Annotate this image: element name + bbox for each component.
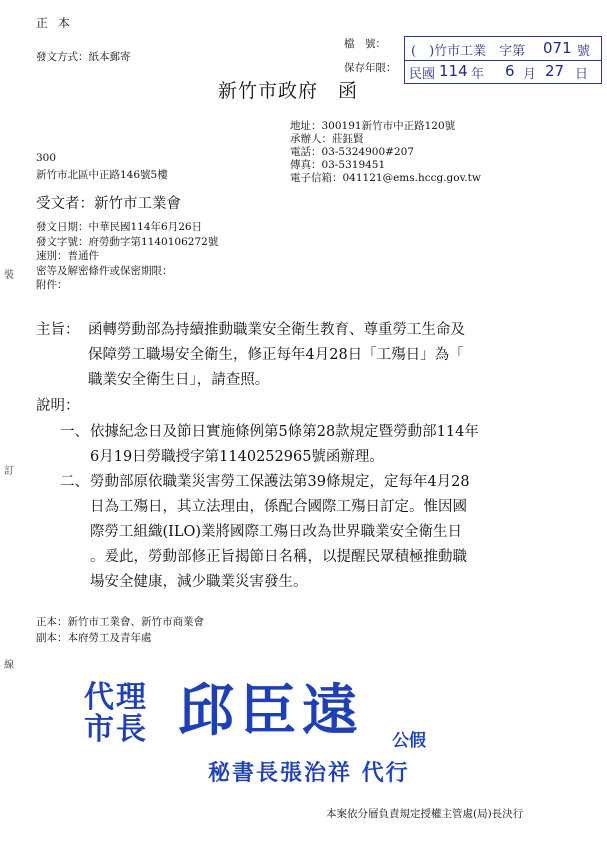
attachments: 附件： xyxy=(36,279,68,291)
explanation-item-number: 二、 xyxy=(60,474,89,490)
authorization-note: 本案依分層負責規定授權主管處(局)長決行 xyxy=(326,808,524,820)
subject-line: 職業安全衛生日」，請查照。 xyxy=(88,372,270,388)
copy-recipients: 副本：本府勞工及青年處 xyxy=(36,632,152,644)
signature-leave: 公假 xyxy=(392,731,426,751)
original-recipients: 正本：新竹市工業會、新竹市商業會 xyxy=(36,616,204,628)
sender-phone: 電話：03-5324900#207 xyxy=(290,146,415,158)
sender-contact: 承辦人：莊鈺賢 xyxy=(290,133,364,145)
subject-label: 主旨： xyxy=(36,322,80,338)
explanation-item-2 xyxy=(90,470,470,595)
explanation-line: 。爰此，勞動部修正旨揭節日名稱，以提醒民眾積極推動職 xyxy=(90,549,467,565)
explanation-line: 依據紀念日及節日實施條例第5條第28款規定暨勞動部114年 xyxy=(90,424,479,440)
recipient-label: 受文者：新竹市工業會 xyxy=(36,196,181,212)
binding-mark: 訂 xyxy=(4,466,14,477)
stamp-doc-suffix: 號 xyxy=(577,44,591,59)
signature-title: 市長 xyxy=(84,712,148,747)
stamp-year: 114 xyxy=(439,62,468,80)
stamp-doc-prefix: ( )竹市工業 字第 xyxy=(411,44,526,59)
binding-mark: 裝 xyxy=(4,270,14,281)
document-number: 發文字號：府勞動字第1140106272號 xyxy=(36,235,219,248)
subject-line: 函轉勞動部為持續推動職業安全衛生教育、尊重勞工生命及 xyxy=(88,322,465,338)
stamp-doc-number: 071 xyxy=(543,39,572,57)
sender-fax: 傳真：03-5319451 xyxy=(290,159,386,171)
recipient-postal-code: 300 xyxy=(36,152,57,164)
explanation-line: 6月19日勞職授字第1140252965號函辦理。 xyxy=(90,449,384,465)
retention-label: 保存年限： xyxy=(344,62,397,74)
subject-line: 保障勞工職場安全衛生，修正每年4月28日「工殤日」為「 xyxy=(88,347,464,363)
explanation-line: 勞動部原依職業災害勞工保護法第39條規定，定每年4月28 xyxy=(90,474,470,490)
stamp-month: 6 xyxy=(505,62,515,80)
explanation-label: 說明： xyxy=(36,398,80,414)
mayor-name-seal: 邱臣遠 xyxy=(178,679,364,744)
stamp-era: 民國 xyxy=(409,67,436,82)
stamp-year-unit: 年 xyxy=(471,67,485,82)
file-no-label: 檔 號： xyxy=(344,38,386,50)
sender-email: 電子信箱：041121@ems.hccg.gov.tw xyxy=(290,172,481,184)
explanation-line: 際勞工組織(ILO)業將國際工殤日改為世界職業安全衛生日 xyxy=(90,524,463,540)
sender-address: 地址：300191新竹市中正路120號 xyxy=(290,120,456,132)
copy-type: 正 本 xyxy=(36,16,73,30)
recipient-address: 新竹市北區中正路146號5樓 xyxy=(36,169,168,181)
explanation-item-number: 一、 xyxy=(60,424,89,440)
signature-acting: 代理 xyxy=(84,680,148,715)
stamp-row-number xyxy=(405,37,601,61)
deputy-signature: 秘書長張治祥 代行 xyxy=(208,761,410,786)
stamp-day: 27 xyxy=(545,62,565,80)
receipt-stamp xyxy=(404,36,602,84)
document-title: 新竹市政府 函 xyxy=(218,80,359,102)
send-method: 發文方式：紙本郵寄 xyxy=(36,51,131,63)
document-meta xyxy=(36,220,218,293)
sender-info xyxy=(290,120,481,185)
issue-date: 發文日期：中華民國114年6月26日 xyxy=(36,221,203,233)
stamp-day-unit: 日 xyxy=(575,67,589,82)
confidentiality: 密等及解密條件或保密期限： xyxy=(36,264,173,277)
stamp-month-unit: 月 xyxy=(523,67,537,82)
binding-mark: 線 xyxy=(4,660,14,671)
explanation-line: 場安全健康，減少職業災害發生。 xyxy=(90,574,308,590)
explanation-line: 日為工殤日，其立法理由，係配合國際工殤日訂定。惟因國 xyxy=(90,499,467,515)
explanation-item-1 xyxy=(90,420,479,470)
subject-text xyxy=(88,318,465,393)
stamp-row-date xyxy=(405,60,601,83)
delivery-speed: 速別：普通件 xyxy=(36,250,99,262)
